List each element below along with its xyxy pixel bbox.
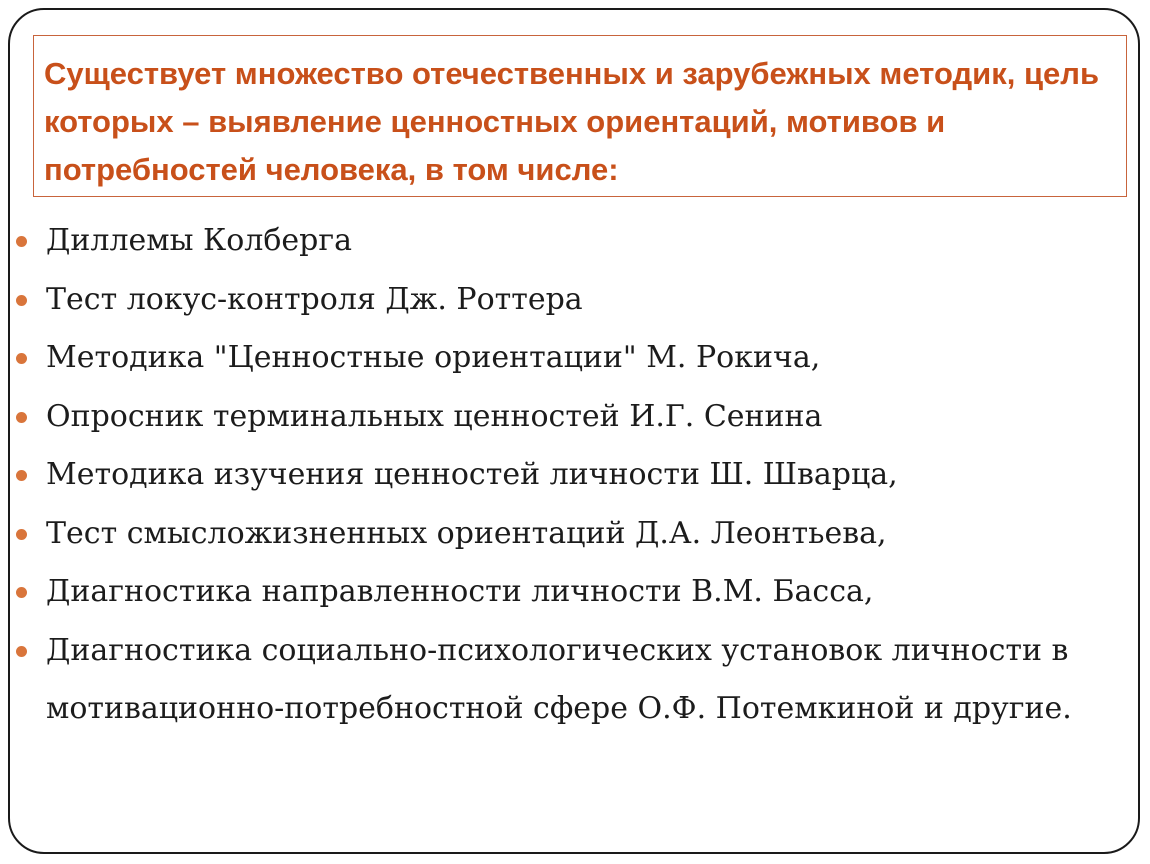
bullet-icon bbox=[16, 412, 27, 423]
list-item bbox=[16, 271, 1126, 330]
list-item bbox=[16, 212, 1126, 271]
method-list bbox=[16, 212, 1126, 739]
bullet-icon bbox=[16, 646, 27, 657]
list-item bbox=[16, 446, 1126, 505]
list-item-text: Методика изучения ценностей личности Ш. Шварца, bbox=[46, 457, 898, 492]
heading-text: Существует множество отечественных и зарубежных методик, цель которых – выявление ценностных ориентаций, мотивов и потребностей человека, в том числе: bbox=[44, 56, 1099, 187]
list-item-text: Методика "Ценностные ориентации" М. Рокича, bbox=[46, 340, 821, 375]
list-item bbox=[16, 622, 1126, 739]
list-item-text: Тест смысложизненных ориентаций Д.А. Леонтьева, bbox=[46, 515, 887, 551]
bullet-icon bbox=[16, 353, 27, 364]
list-item-text: Опросник терминальных ценностей И.Г. Сенина bbox=[46, 398, 823, 434]
bullet-icon bbox=[16, 295, 27, 306]
bullet-icon bbox=[16, 587, 27, 598]
list-item-text: Диллемы Колберга bbox=[46, 223, 352, 258]
bullet-icon bbox=[16, 236, 27, 247]
list-item bbox=[16, 329, 1126, 388]
list-item-text: Тест локус-контроля Дж. Роттера bbox=[46, 281, 583, 317]
list-item-text: Диагностика социально-психологических установок личности в мотивационно-потребностной сфере О.Ф. Потемкиной и другие. bbox=[46, 632, 1072, 726]
bullet-icon bbox=[16, 470, 27, 481]
bullet-icon bbox=[16, 529, 27, 540]
list-item-text: Диагностика направленности личности В.М. Басса, bbox=[46, 574, 874, 609]
list-item bbox=[16, 388, 1126, 447]
heading-box bbox=[33, 35, 1127, 197]
list-item bbox=[16, 563, 1126, 622]
list-item bbox=[16, 505, 1126, 564]
